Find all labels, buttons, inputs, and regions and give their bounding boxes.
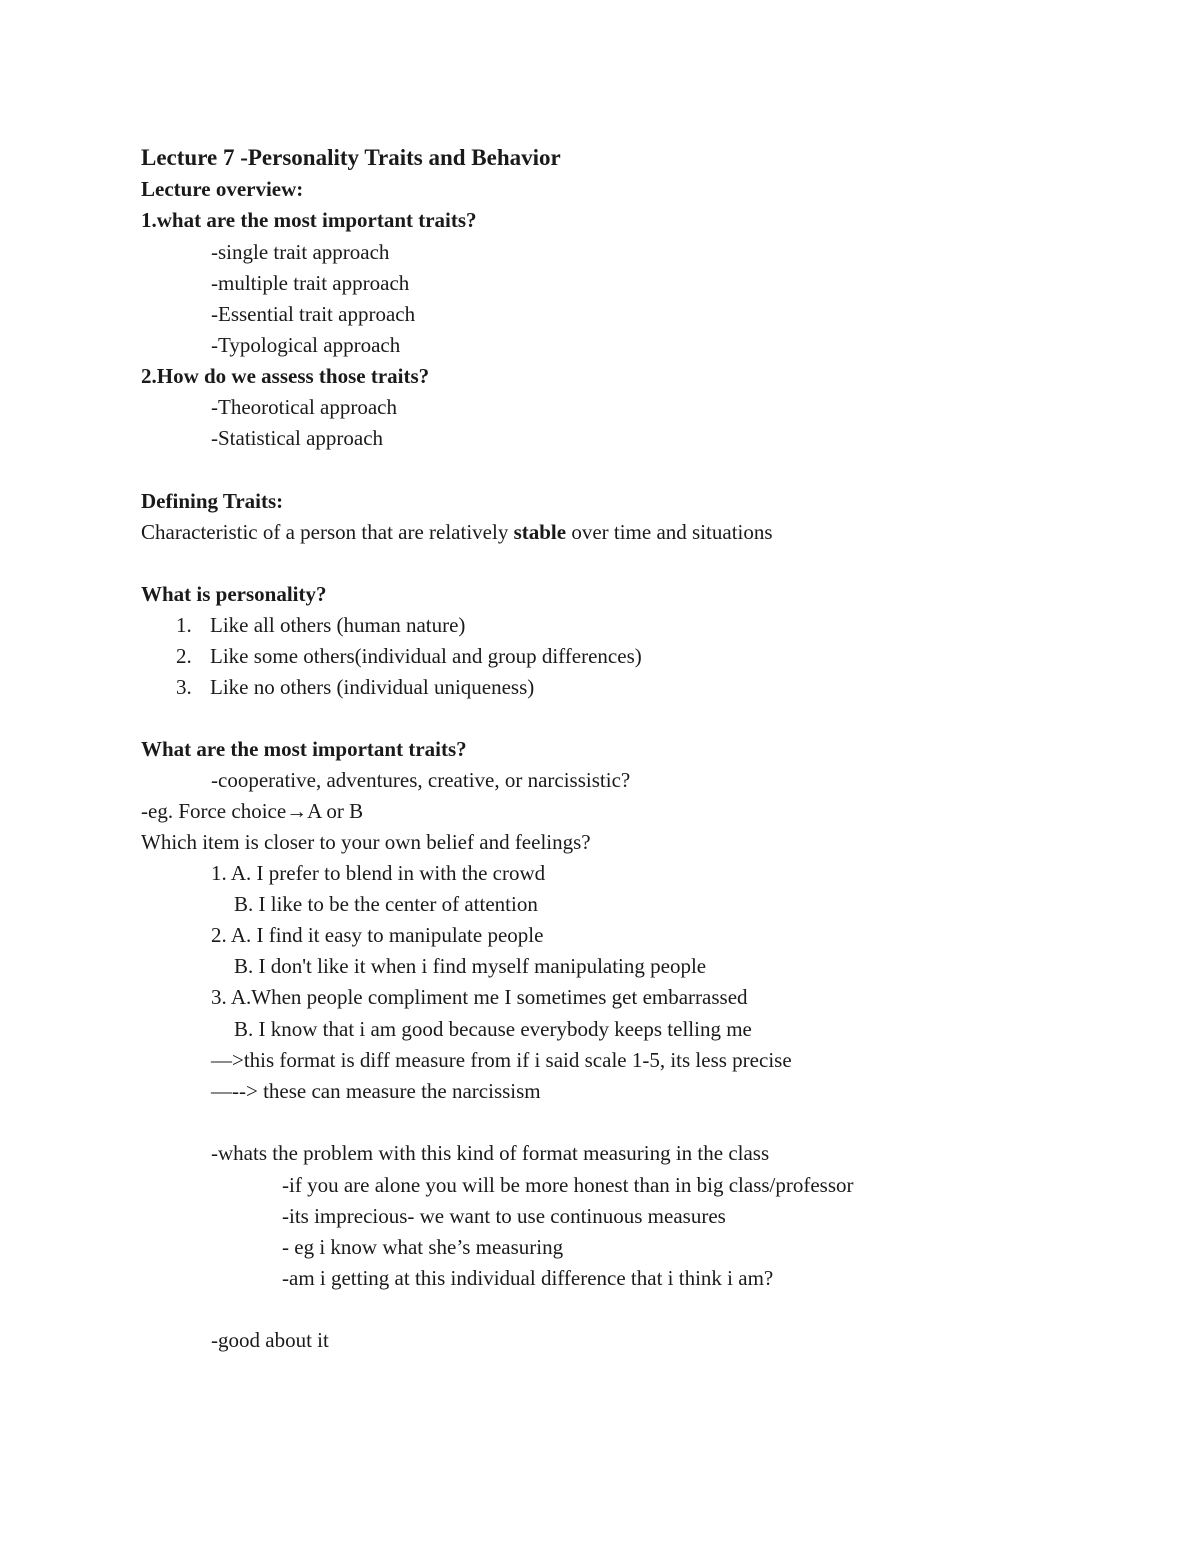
problem-item: -am i getting at this individual difference that i think i am? — [282, 1266, 774, 1290]
list-text: Like all others (human nature) — [210, 613, 466, 637]
choice-b: B. I like to be the center of attention — [234, 892, 538, 916]
overview-question-2: 2.How do we assess those traits? — [141, 364, 430, 388]
defining-heading: Defining Traits: — [141, 489, 284, 513]
list-item — [176, 612, 465, 638]
list-text: Like some others(individual and group differences) — [210, 644, 642, 668]
problem-item: - eg i know what she’s measuring — [282, 1235, 564, 1259]
overview-heading: Lecture overview: — [141, 177, 304, 201]
note-line: —>this format is diff measure from if i said scale 1-5, its less precise — [211, 1048, 792, 1072]
page-title: Lecture 7 -Personality Traits and Behavior — [141, 145, 561, 170]
important-heading: What are the most important traits? — [141, 737, 467, 761]
personality-heading: What is personality? — [141, 582, 327, 606]
defining-text-start: Characteristic of a person that are relatively — [141, 520, 514, 544]
problem-item: -its imprecious- we want to use continuous measures — [282, 1204, 726, 1228]
list-item — [176, 674, 534, 700]
defining-text — [141, 519, 773, 545]
list-item — [176, 643, 642, 669]
choice-b: B. I don't like it when i find myself manipulating people — [234, 954, 707, 978]
overview-question-1: 1.what are the most important traits? — [141, 208, 477, 232]
list-item: -Essential trait approach — [211, 302, 416, 326]
defining-text-end: over time and situations — [566, 520, 773, 544]
choice-a: 1. A. I prefer to blend in with the crowd — [211, 861, 546, 885]
force-choice-line: -eg. Force choice→A or B — [141, 799, 364, 823]
defining-text-bold: stable — [513, 520, 567, 544]
list-item: -multiple trait approach — [211, 271, 410, 295]
choice-a: 2. A. I find it easy to manipulate people — [211, 923, 544, 947]
list-item: -Typological approach — [211, 333, 401, 357]
choice-b: B. I know that i am good because everybody keeps telling me — [234, 1017, 752, 1041]
choice-a: 3. A.When people compliment me I sometimes get embarrassed — [211, 985, 748, 1009]
list-text: Like no others (individual uniqueness) — [210, 675, 535, 699]
problem-item: -if you are alone you will be more honest than in big class/professor — [282, 1173, 854, 1197]
list-item: -Theorotical approach — [211, 395, 397, 419]
list-number: 2. — [176, 644, 192, 668]
question-line: Which item is closer to your own belief and feelings? — [141, 830, 591, 854]
problem-line: -whats the problem with this kind of format measuring in the class — [211, 1141, 770, 1165]
list-number: 3. — [176, 675, 192, 699]
note-line: —--> these can measure the narcissism — [211, 1079, 541, 1103]
list-number: 1. — [176, 613, 192, 637]
list-item: -Statistical approach — [211, 426, 384, 450]
list-item: -single trait approach — [211, 240, 390, 264]
examples-line: -cooperative, adventures, creative, or narcissistic? — [211, 768, 631, 792]
good-line: -good about it — [211, 1328, 329, 1352]
